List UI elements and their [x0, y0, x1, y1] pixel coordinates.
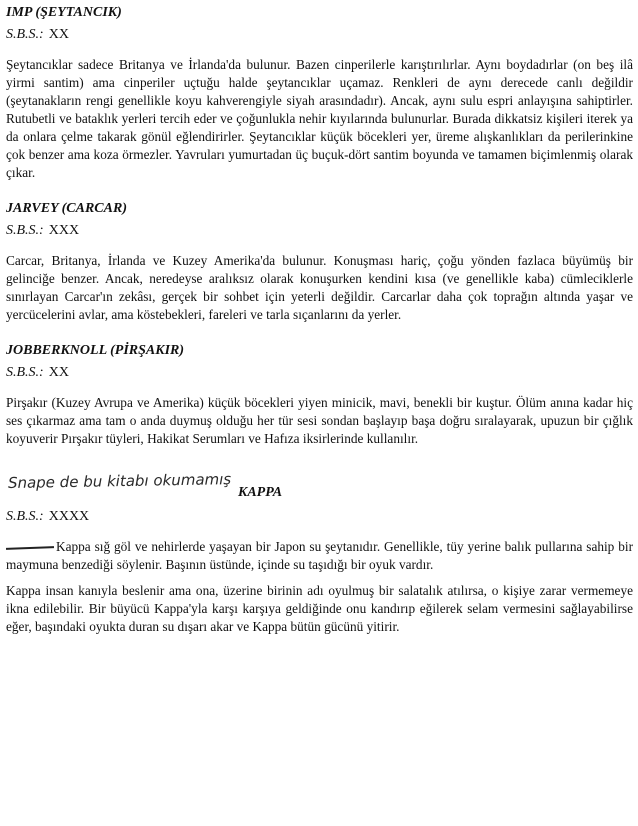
entry-title: JARVEY (CARCAR): [6, 201, 127, 216]
handwritten-strike-mark: [6, 546, 54, 550]
entry-jarvey: [6, 200, 633, 324]
sbs-label: S.B.S.:: [6, 509, 44, 524]
sbs-rating: [6, 26, 633, 44]
sbs-value: XXX: [48, 223, 80, 238]
entry-imp: [6, 4, 633, 182]
entry-paragraph: [6, 538, 633, 574]
entry-paragraph: Şeytancıklar sadece Britanya ve İrlanda'da bulunur. Bazen cinperilerle karıştırılırlar. Aynı boydadırlar (on beş ilâ yirmi santim) ama cinperiler uçtuğu halde şeytancıklar uçamaz. Renkleri de aynı derecede canlı değildir (şeytanakların rengi genellikle koyu kahverengiyle siyah arasındadır). Ancak, aynı sulu espri anlayışına sahiptirler. Rutubetli ve bataklık yerleri tercih eder ve çoğunlukla nehir kıyılarında bulunurlar. Burada dikkatsiz kişileri iterek ya da onlara çelme takarak gönül eğlendirirler. Şeytancıklar küçük böcekleri yer, üreme alışkanlıkları da perilerinkine çok benzer ama koza örmezler. Yavruları yumurtadan üç buçuk-dört santim boyunda ve tamamen biçimlenmiş olarak çıkar.: [6, 57, 633, 180]
sbs-label: S.B.S.:: [6, 365, 44, 380]
sbs-label: S.B.S.:: [6, 223, 44, 238]
entry-paragraph-text: Kappa sığ göl ve nehirlerde yaşayan bir Japon su şeytanıdır. Genellikle, tüy yerine balık pullarına sahip bir maymuna benzediği söylenir. Başının üstünde, içinde su taşıdığı bir oyuk vardır.: [6, 539, 633, 572]
entry-paragraph: Pirşakır (Kuzey Avrupa ve Amerika) küçük böcekleri yiyen minicik, mavi, benekli bir kuştur. Ölüm anına kadar hiç ses çıkarmaz ama tam o anda duymuş olduğu her tür sesi sondan başlayıp başa doğru sıralayarak, upuzun bir çığlık koyuverir Pırşakır tüyleri, Hakikat Serumları ve Hafıza iksirlerinde kullanılır.: [6, 395, 633, 446]
sbs-value: XXXX: [48, 509, 90, 524]
sbs-rating: [6, 222, 633, 240]
entry-paragraph: Carcar, Britanya, İrlanda ve Kuzey Amerika'da bulunur. Konuşması hariç, çoğu yönden fazlaca büyümüş bir gelinciğe benzer. Ancak, neredeyse aralıksız olarak konuşurken kendini kısa (ve genellikle kaba) cümleciklerle sınırlayan Carcar'ın zekâsı, gerçek bir sohbet için yeterli değildir. Carcarlar daha çok toprağın altında yaşar ve yercücelerini avlar, ama köstebekleri, fareleri ve tarla sıçanlarını da yerler.: [6, 253, 633, 322]
handwritten-note-text: Snape de bu kitabı okumamış: [7, 470, 232, 493]
document-page: [6, 4, 633, 654]
handwritten-note-row: [6, 466, 633, 500]
entry-title: JOBBERKNOLL (PİRŞAKIR): [6, 343, 185, 358]
entry-paragraph: Kappa insan kanıyla beslenir ama ona, üzerine birinin adı oyulmuş bir salatalık atılırsa, o kişiye zarar vermemeye ikna edilebilir. Bir büyücü Kappa'yla karşı karşıya geldiğinde onu kandırıp eğilerek selam vermesini sağlayabilirse eğer, başındaki oyukta duran su dışarı akar ve Kappa bütün gücünü yitirir.: [6, 583, 633, 634]
sbs-label: S.B.S.:: [6, 27, 44, 42]
entry-jobberknoll: [6, 342, 633, 448]
entry-title: KAPPA: [238, 485, 283, 500]
sbs-value: XX: [48, 365, 69, 380]
sbs-rating: [6, 508, 633, 526]
entry-title: IMP (ŞEYTANCIK): [6, 5, 122, 20]
sbs-value: XX: [48, 27, 69, 42]
sbs-rating: [6, 364, 633, 382]
entry-kappa: [6, 466, 633, 636]
handwritten-note: [6, 466, 246, 500]
